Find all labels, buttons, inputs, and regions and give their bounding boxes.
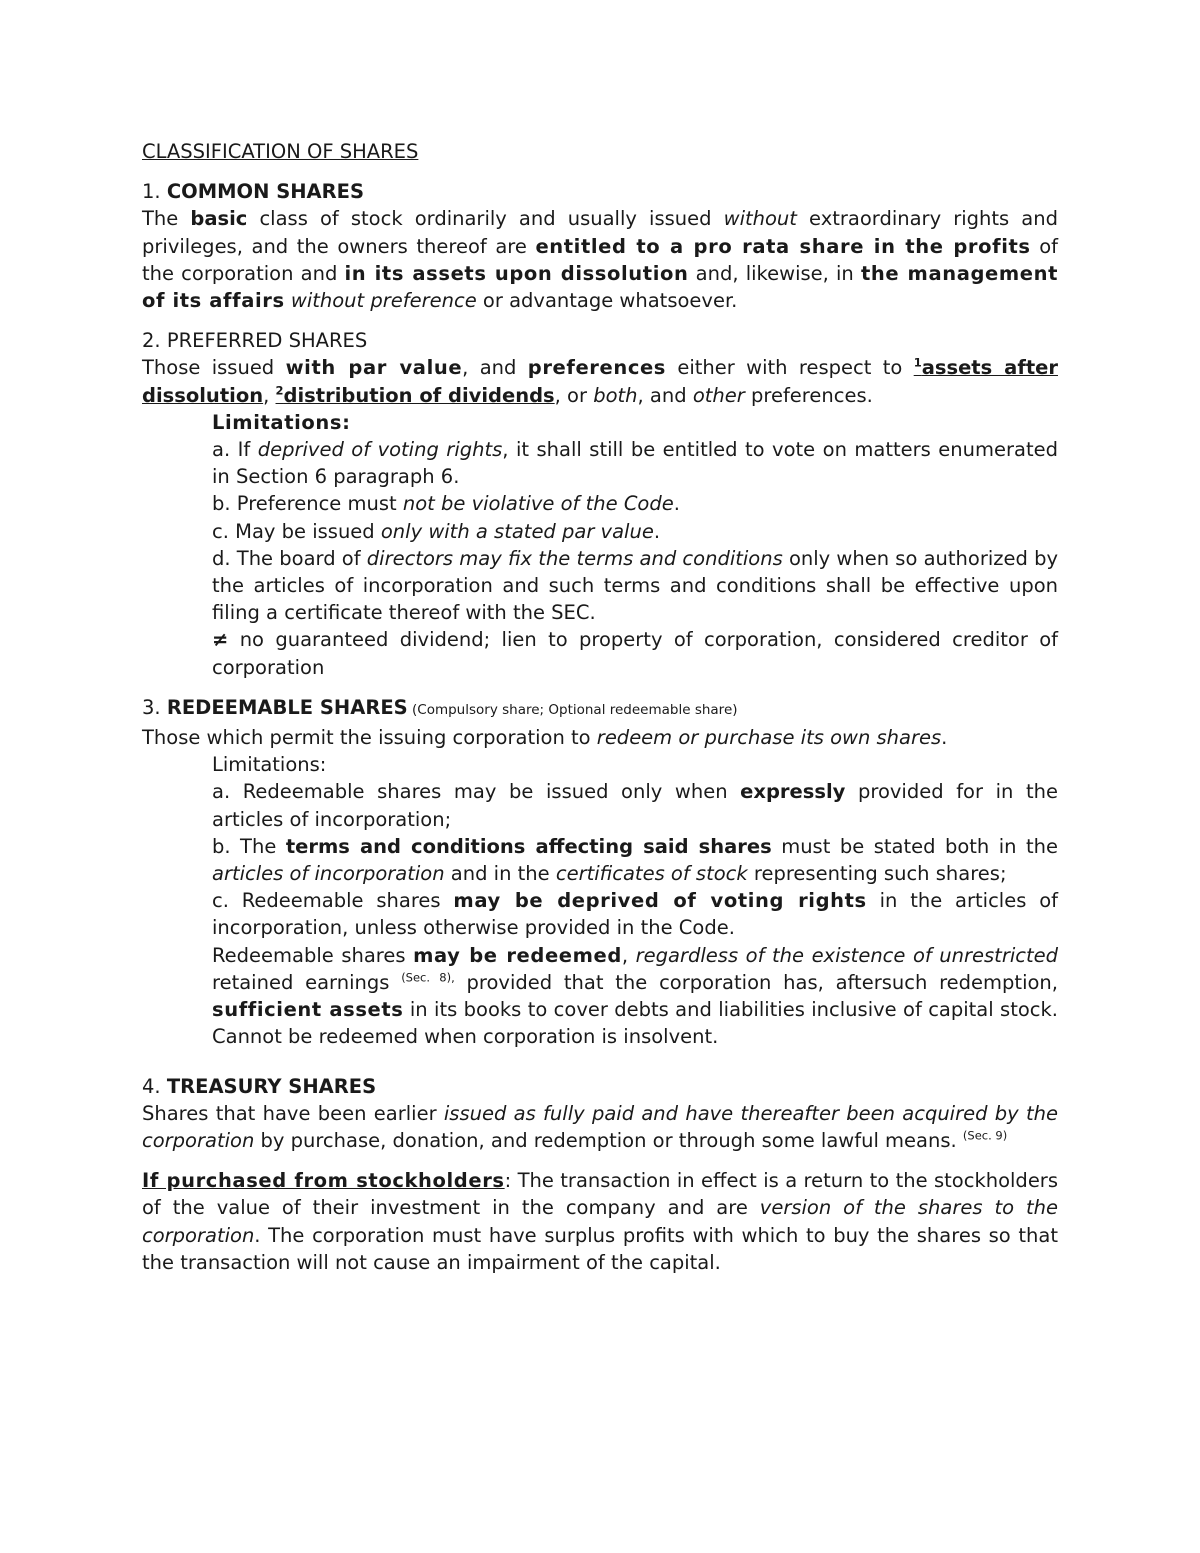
- bold-underlined-text: assets after dissolution: [142, 356, 1058, 407]
- text: .: [673, 492, 680, 516]
- section-number: 1.: [142, 180, 167, 204]
- bold-text: with par value: [285, 356, 463, 380]
- text: either with respect to: [666, 356, 914, 380]
- section-number: 4.: [142, 1074, 167, 1098]
- bold-text: sufficient assets: [212, 998, 404, 1022]
- note-item: [212, 626, 1058, 680]
- text: of the corporation and: [142, 234, 1058, 285]
- text: : The transaction in effect is a return to the stockholders of the value of their investment in the company and are: [142, 1169, 1058, 1220]
- text: in the articles of incorporation, unless otherwise provided in the Code.: [212, 889, 1058, 940]
- bold-underlined-text: distribution of dividends: [283, 383, 555, 407]
- redemption-paragraph: [212, 942, 1058, 1051]
- bold-text: the management of its affairs: [142, 261, 1058, 313]
- section-1-paragraph: [142, 205, 1058, 314]
- bold-text: may be redeemed: [413, 943, 622, 967]
- text: a. If: [212, 438, 258, 462]
- italic-text: not be violative of the Code: [402, 492, 674, 516]
- document-title: CLASSIFICATION OF SHARES: [142, 140, 419, 163]
- section-title: COMMON SHARES: [166, 180, 365, 204]
- section-reference: (Sec. 9): [962, 1128, 1008, 1143]
- text: , or: [554, 383, 594, 407]
- italic-text: redeem or purchase its own shares: [596, 726, 942, 750]
- text: d. The board of: [212, 546, 367, 570]
- text: ,: [263, 383, 276, 407]
- text: retained earnings: [212, 970, 402, 994]
- limitations-block: [212, 409, 1058, 681]
- text: .: [653, 519, 661, 543]
- limitations-block: [212, 751, 1058, 1050]
- italic-text: directors may fix the terms and conditions: [366, 546, 783, 570]
- text: b. The: [212, 834, 286, 858]
- bold-text: terms and conditions affecting said shares: [285, 834, 772, 858]
- italic-text: regardless of the existence of unrestricted: [635, 943, 1059, 967]
- limitation-item: [212, 778, 1058, 832]
- section-title: TREASURY SHARES: [166, 1074, 377, 1098]
- not-equal-icon: ≠: [212, 628, 229, 652]
- text: The: [142, 207, 191, 231]
- text: Those issued: [142, 356, 286, 380]
- limitation-item: [212, 833, 1058, 887]
- italic-text: articles of incorporation: [212, 862, 445, 886]
- bold-text: preferences: [527, 356, 667, 380]
- text: by purchase, donation, and redemption or through some lawful means.: [254, 1128, 963, 1152]
- section-3-paragraph: [142, 724, 1058, 751]
- italic-text: certificates of stock: [555, 862, 748, 886]
- limitation-item: [212, 887, 1058, 941]
- text: only when so authorized by the articles of incorporation and such terms and conditions shall be effective upon filing a certificate thereof with the SEC.: [212, 546, 1058, 625]
- text: ,: [621, 943, 636, 967]
- section-1-heading: [142, 178, 1058, 205]
- limitation-item: [212, 545, 1058, 627]
- bold-underlined-text: If purchased from stockholders: [142, 1169, 505, 1193]
- text: c. May be issued: [212, 519, 381, 543]
- text: or advantage whatsoever.: [476, 289, 738, 313]
- italic-text: other: [692, 383, 745, 407]
- limitation-item: [212, 518, 1058, 545]
- text: must be stated both in the: [771, 834, 1058, 858]
- text: preferences.: [744, 383, 873, 407]
- limitation-item: [212, 490, 1058, 517]
- text: in its books to cover debts and liabilities inclusive of capital stock. Cannot be redeemed when corporation is insolvent.: [212, 998, 1058, 1049]
- text: Redeemable shares: [212, 943, 414, 967]
- bold-text: basic: [190, 207, 248, 231]
- section-title: REDEEMABLE SHARES: [166, 695, 408, 719]
- limitations-label: Limitations:: [212, 410, 351, 434]
- text: no guaranteed dividend; lien to property of corporation, considered creditor of corporation: [212, 628, 1058, 679]
- section-4-heading: [142, 1073, 1058, 1100]
- italic-text: both: [593, 383, 638, 407]
- text: provided that the corporation has, aftersuch redemption,: [454, 970, 1058, 994]
- section-2-paragraph: [142, 354, 1058, 408]
- text: , it shall still be entitled to vote on matters enumerated in Section 6 paragraph 6.: [212, 438, 1058, 489]
- italic-text: without preference: [290, 289, 477, 313]
- text: class of stock ordinarily and usually issued: [247, 207, 724, 231]
- text: provided for in the articles of incorporation;: [212, 780, 1058, 831]
- section-3-heading: [142, 694, 1058, 724]
- bold-text: expressly: [740, 780, 846, 804]
- footnote-marker: 1: [913, 355, 922, 370]
- text: . The corporation must have surplus profits with which to buy the shares so that the transaction will not cause an impairment of the capital.: [142, 1223, 1058, 1274]
- italic-text: deprived of voting rights: [257, 438, 503, 462]
- text: c. Redeemable shares: [212, 889, 454, 913]
- text: representing such shares;: [747, 862, 1007, 886]
- section-4-paragraph: [142, 1100, 1058, 1154]
- italic-text: issued as fully paid and have thereafter been acquired by the corporation: [142, 1101, 1058, 1152]
- section-note: (Compulsory share; Optional redeemable share): [407, 701, 738, 718]
- text: , and: [462, 356, 528, 380]
- bold-text: may be deprived of voting rights: [453, 889, 867, 913]
- text: and, likewise, in: [688, 261, 861, 285]
- text: Those which permit the issuing corporation to: [142, 726, 597, 750]
- section-2-heading: [142, 327, 1058, 354]
- bold-text: in its assets upon dissolution: [344, 261, 689, 285]
- text: extraordinary rights and privileges, and the owners thereof are: [142, 207, 1058, 258]
- section-reference: (Sec. 8),: [401, 970, 455, 985]
- text: Shares that have been earlier: [142, 1101, 444, 1125]
- document-page: [142, 138, 1058, 1276]
- text: b. Preference must: [212, 492, 403, 516]
- limitation-item: [212, 436, 1058, 490]
- bold-text: entitled to a pro rata share in the profits: [535, 234, 1031, 258]
- section-number: 2.: [142, 329, 167, 353]
- footnote-marker: 2: [275, 383, 284, 398]
- purchase-paragraph: [142, 1167, 1058, 1276]
- limitations-label: Limitations:: [212, 753, 327, 777]
- italic-text: version of the shares to the corporation: [142, 1196, 1058, 1247]
- text: and in the: [444, 862, 556, 886]
- section-title: PREFERRED SHARES: [166, 329, 368, 353]
- text: .: [941, 726, 948, 750]
- text: , and: [637, 383, 693, 407]
- italic-text: only with a stated par value: [380, 519, 654, 543]
- italic-text: without: [723, 207, 797, 231]
- text: a. Redeemable shares may be issued only when: [212, 780, 741, 804]
- section-number: 3.: [142, 695, 167, 719]
